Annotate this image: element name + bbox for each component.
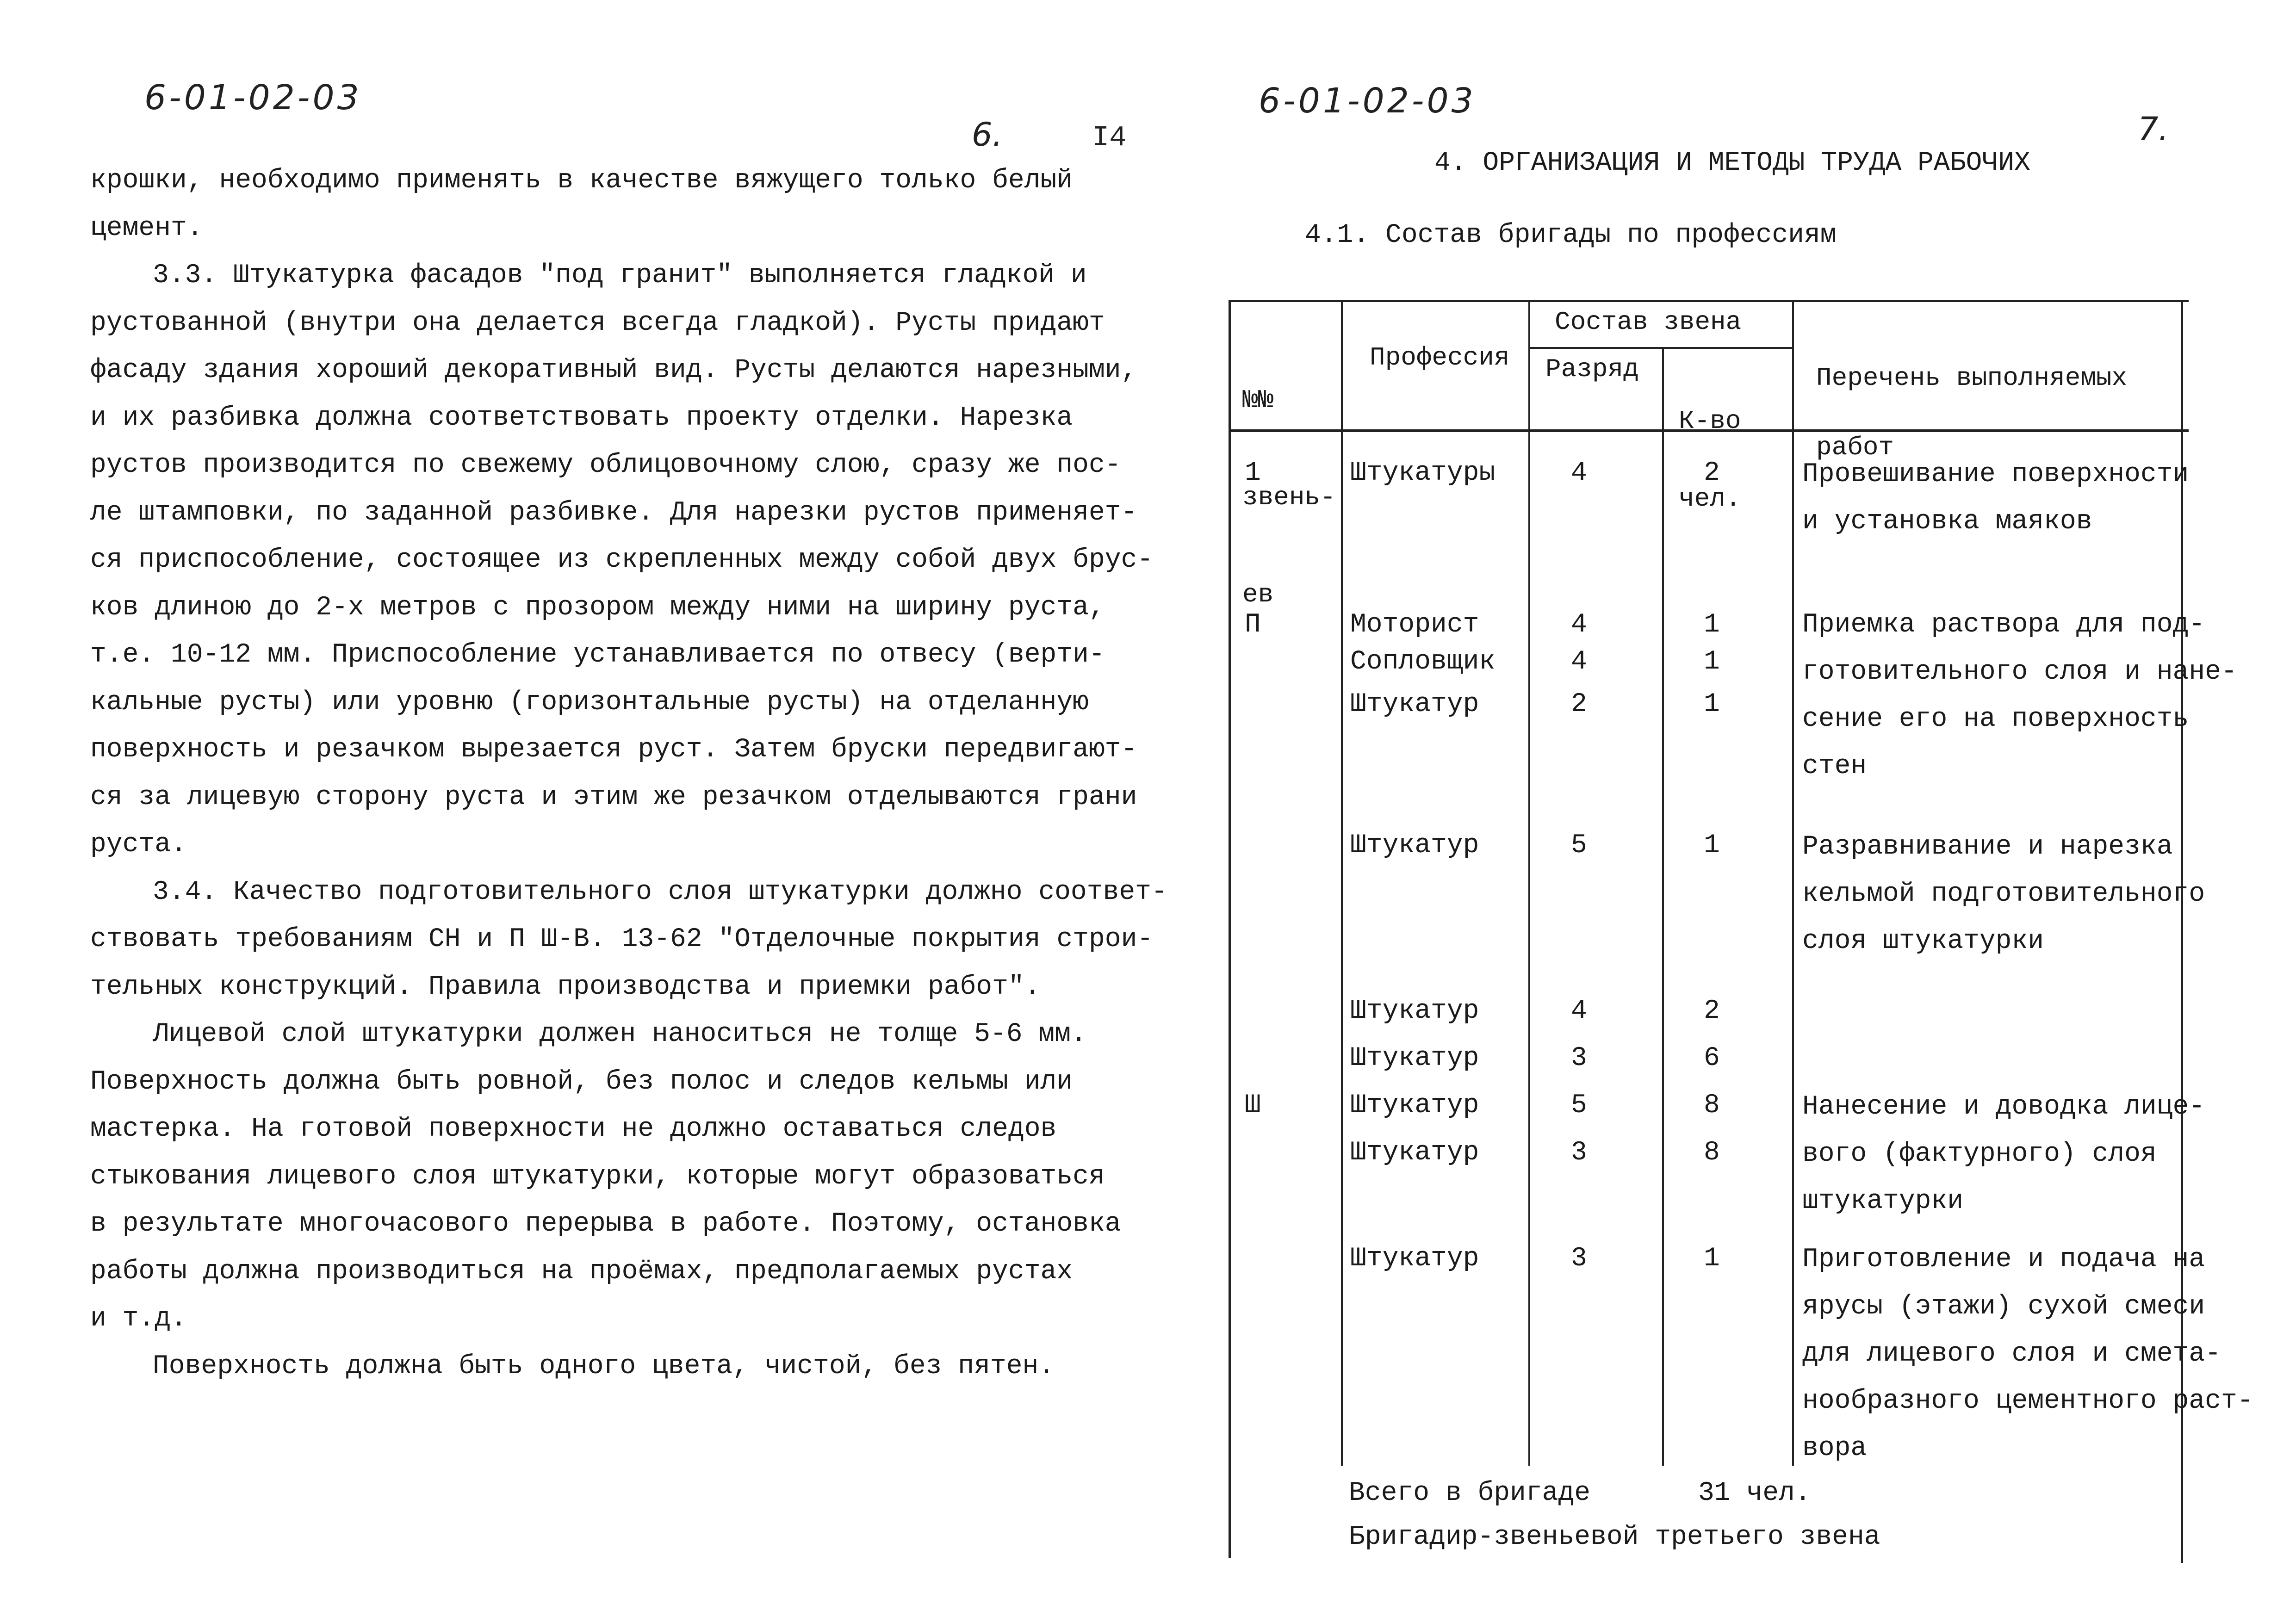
body-text-line: Поверхность должна быть одного цвета, чистой, без пятен. bbox=[153, 1351, 1055, 1381]
table-col-divider-1 bbox=[1341, 300, 1343, 1466]
body-text-line: стыкования лицевого слоя штукатурки, которые могут образоваться bbox=[90, 1161, 1105, 1192]
right-page-number: 7. bbox=[2138, 110, 2169, 148]
rank-cell: 2 bbox=[1571, 689, 1587, 719]
profession-cell: Штукатур bbox=[1350, 1090, 1479, 1121]
profession-cell: Моторист bbox=[1350, 610, 1479, 640]
work-description: Нанесение и доводка лице- вого (фактурного) слоя штукатурки bbox=[1802, 1092, 2205, 1216]
work-description: Приготовление и подача на ярусы (этажи) сухой смеси для лицевого слоя и смета- нообразного цементного раст- вора bbox=[1802, 1245, 2253, 1463]
table-col-divider-2 bbox=[1528, 300, 1530, 1466]
profession-cell: Сопловщик bbox=[1350, 647, 1496, 677]
foreman-note: Бригадир-звеньевой третьего звена bbox=[1349, 1522, 1880, 1552]
profession-cell: Штукатур bbox=[1350, 1043, 1479, 1073]
rank-cell: 5 bbox=[1571, 830, 1587, 861]
body-text-line: тельных конструкций. Правила производства и приемки работ". bbox=[90, 972, 1041, 1002]
rank-cell: 5 bbox=[1571, 1090, 1587, 1121]
subsection-title: 4.1. Состав бригады по профессиям bbox=[1305, 220, 1837, 250]
total-label: Всего в бригаде bbox=[1349, 1478, 1591, 1508]
profession-cell: Штукатуры bbox=[1350, 458, 1496, 488]
profession-cell: Штукатур bbox=[1350, 830, 1479, 861]
body-text-line: ся приспособление, состоящее из скрепленных между собой двух брус- bbox=[90, 545, 1154, 575]
rank-cell: 4 bbox=[1571, 610, 1587, 640]
unit-label: Ш bbox=[1245, 1090, 1261, 1121]
count-cell: 1 bbox=[1704, 689, 1720, 719]
body-text-line: Поверхность должна быть ровной, без полос и следов кельмы или bbox=[90, 1066, 1073, 1097]
header-work-list: Перечень выполняемых работ bbox=[1816, 363, 2128, 462]
body-text-line: ле штамповки, по заданной разбивке. Для нарезки рустов применяет- bbox=[90, 497, 1137, 528]
rank-cell: 3 bbox=[1571, 1138, 1587, 1168]
left-body-text bbox=[90, 157, 1167, 1390]
body-text-line: 3.3. Штукатурка фасадов "под гранит" выполняется гладкой и bbox=[153, 260, 1087, 291]
count-cell: 8 bbox=[1704, 1090, 1720, 1121]
rank-cell: 4 bbox=[1571, 458, 1587, 488]
header-rank: Разряд bbox=[1545, 354, 1639, 384]
table-col-divider-3 bbox=[1662, 348, 1664, 1466]
section-title: 4. ОРГАНИЗАЦИЯ И МЕТОДЫ ТРУДА РАБОЧИХ bbox=[1434, 148, 2030, 178]
header-unit-composition: Состав звена bbox=[1555, 307, 1742, 337]
sheet-number: I4 bbox=[1092, 121, 1127, 154]
profession-cell: Штукатур bbox=[1350, 996, 1479, 1026]
body-text-line: Лицевой слой штукатурки должен наноситься не толще 5-6 мм. bbox=[153, 1019, 1087, 1049]
profession-cell: Штукатур bbox=[1350, 1138, 1479, 1168]
body-text-line: крошки, необходимо применять в качестве вяжущего только белый bbox=[90, 166, 1073, 196]
body-text-line: и т.д. bbox=[90, 1304, 187, 1334]
unit-label: П bbox=[1245, 610, 1261, 640]
left-document-code: 6-01-02-03 bbox=[144, 78, 362, 118]
left-page-number: 6. bbox=[972, 116, 1003, 154]
profession-cell: Штукатур bbox=[1350, 689, 1479, 719]
body-text-line: ствовать требованиям СН и П Ш-В. 13-62 "Отделочные покрытия строи- bbox=[90, 924, 1154, 954]
table-subheader-divider bbox=[1529, 347, 1793, 349]
body-text-line: руста. bbox=[90, 830, 187, 860]
body-text-line: поверхность и резачком вырезается руст. Затем бруски передвигают- bbox=[90, 735, 1137, 765]
rank-cell: 4 bbox=[1571, 996, 1587, 1026]
table-col-divider-4 bbox=[1792, 300, 1794, 1466]
work-description: Провешивание поверхности и установка маяков bbox=[1802, 459, 2189, 537]
header-profession: Профессия bbox=[1370, 343, 1510, 372]
body-text-line: ся за лицевую сторону руста и этим же резачком отделываются грани bbox=[90, 782, 1137, 812]
body-text-line: фасаду здания хороший декоративный вид. Русты делаются нарезными, bbox=[90, 355, 1137, 385]
count-cell: 1 bbox=[1704, 647, 1720, 677]
header-count: К-во чел. bbox=[1679, 406, 1741, 514]
count-cell: 8 bbox=[1704, 1138, 1720, 1168]
body-text-line: цемент. bbox=[90, 213, 203, 243]
count-cell: 6 bbox=[1704, 1043, 1720, 1073]
header-unit-no: №№ звень- ев bbox=[1242, 385, 1336, 609]
body-text-line: и их разбивка должна соответствовать проекту отделки. Нарезка bbox=[90, 403, 1073, 433]
table-top-border bbox=[1231, 300, 2189, 302]
body-text-line: рустованной (внутри она делается всегда гладкой). Русты придают bbox=[90, 308, 1105, 338]
count-cell: 1 bbox=[1704, 830, 1720, 861]
profession-cell: Штукатур bbox=[1350, 1244, 1479, 1274]
body-text-line: мастерка. На готовой поверхности не должно оставаться следов bbox=[90, 1114, 1057, 1144]
unit-label: 1 bbox=[1245, 458, 1261, 488]
body-text-line: кальные русты) или уровню (горизонтальные русты) на отделанную bbox=[90, 687, 1089, 718]
total-value: 31 чел. bbox=[1698, 1478, 1811, 1508]
rank-cell: 4 bbox=[1571, 647, 1587, 677]
work-description: Разравнивание и нарезка кельмой подготовительного слоя штукатурки bbox=[1802, 832, 2205, 956]
count-cell: 1 bbox=[1704, 610, 1720, 640]
body-text-line: рустов производится по свежему облицовочному слою, сразу же пос- bbox=[90, 450, 1121, 480]
work-description: Приемка раствора для под- готовительного слоя и нане- сение его на поверхность стен bbox=[1802, 610, 2237, 781]
body-text-line: т.е. 10-12 мм. Приспособление устанавливается по отвесу (верти- bbox=[90, 640, 1105, 670]
body-text-line: ков длиною до 2-х метров с прозором между ними на ширину руста, bbox=[90, 592, 1105, 623]
body-text-line: в результате многочасового перерыва в работе. Поэтому, остановка bbox=[90, 1209, 1121, 1239]
table-left-border bbox=[1229, 300, 1231, 1558]
rank-cell: 3 bbox=[1571, 1244, 1587, 1274]
count-cell: 1 bbox=[1704, 1244, 1720, 1274]
body-text-line: 3.4. Качество подготовительного слоя штукатурки должно соответ- bbox=[153, 877, 1167, 907]
count-cell: 2 bbox=[1704, 458, 1720, 488]
count-cell: 2 bbox=[1704, 996, 1720, 1026]
right-document-code: 6-01-02-03 bbox=[1259, 81, 1476, 121]
body-text-line: работы должна производиться на проёмах, предполагаемых рустах bbox=[90, 1256, 1073, 1287]
rank-cell: 3 bbox=[1571, 1043, 1587, 1073]
